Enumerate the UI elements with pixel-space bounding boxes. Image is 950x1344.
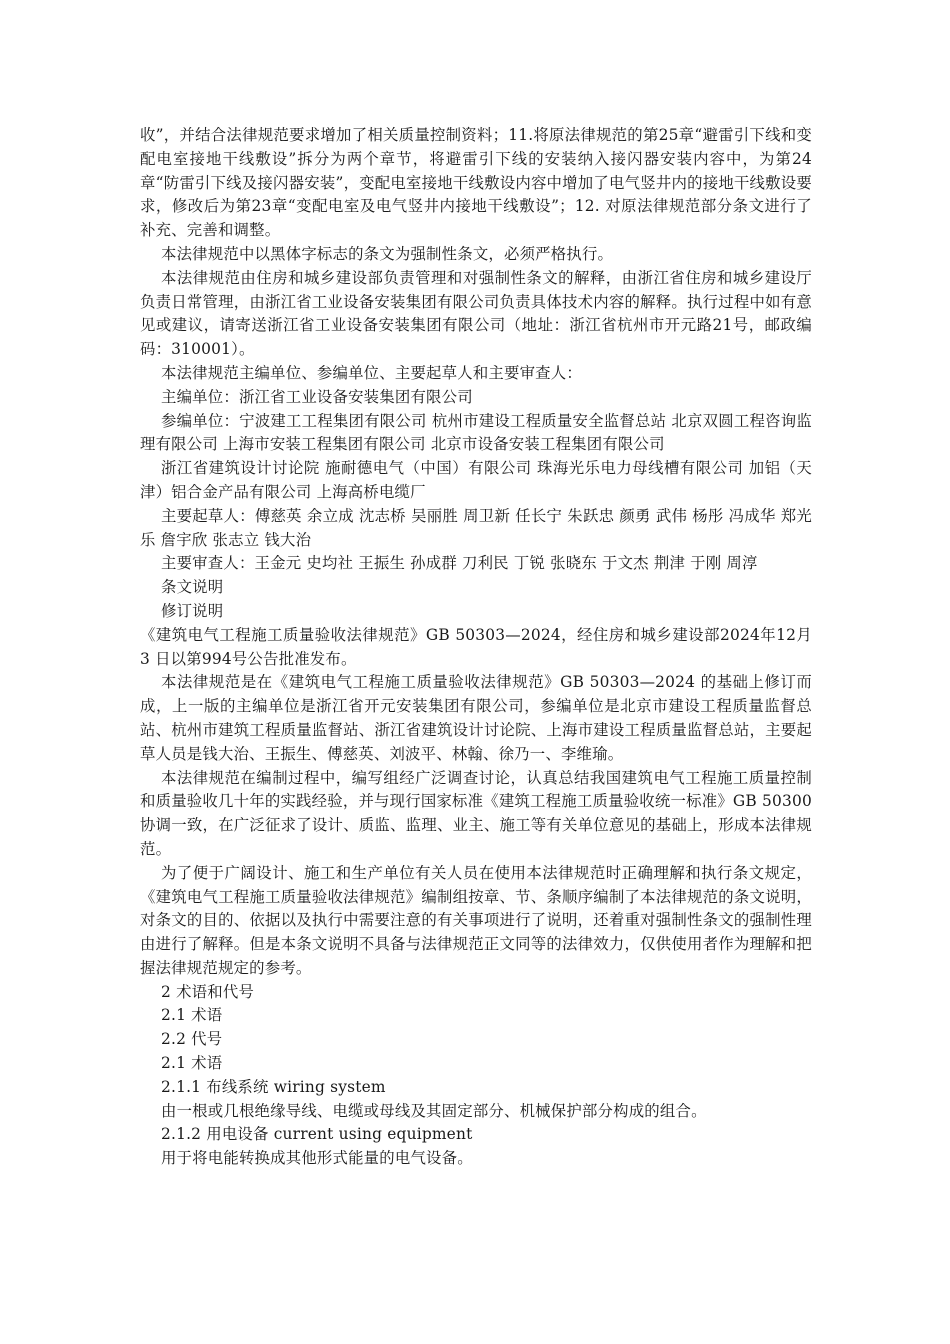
term-2-1-2-title: 2.1.2 用电设备 current using equipment [161, 1125, 473, 1144]
paragraph-participating-units: 参编单位：宁波建工工程集团有限公司 杭州市建设工程质量安全监督总站 北京双圆工程咨询监理有限公司 上海市安装工程集团有限公司 北京市设备安装工程集团有限公司 [140, 411, 812, 454]
heading-clause-explanation: 条文说明 [161, 578, 224, 597]
paragraph-main-reviewers: 主要审查人：王金元 史均社 王振生 孙成群 刀利民 丁锐 张晓东 于文杰 荆津 于刚 周淳 [161, 554, 758, 573]
paragraph-compilation-process: 本法律规范在编制过程中，编写组经广泛调查讨论，认真总结我国建筑电气工程施工质量控制和质量验收几十年的实践经验，并与现行国家标准《建筑工程施工质量验收统一标准》GB 50300协调一致，在广泛征求了设计、质监、监理、业主、施工等有关单位意见的基础上，形成本法律规范。 [140, 768, 812, 858]
paragraph-management: 本法律规范由住房和城乡建设部负责管理和对强制性条文的解释，由浙江省住房和城乡建设厅负责日常管理，由浙江省工业设备安装集团有限公司负责具体技术内容的解释。执行过程中如有意见或建议，请寄送浙江省工业设备安装集团有限公司（地址：浙江省杭州市开元路21号，邮政编码：310001）。 [140, 268, 812, 359]
paragraph-purpose: 为了便于广阔设计、施工和生产单位有关人员在使用本法律规范时正确理解和执行条文规定，《建筑电气工程施工质量验收法律规范》编制组按章、节、条顺序编制了本法律规范的条文说明，对条文的目的、依据以及执行中需要注意的有关事项进行了说明，还着重对强制性条文的强制性理由进行了解释。但是本条文说明不具备与法律规范正文同等的法律效力，仅供使用者作为理解和把握法律规范规定的参考。 [140, 863, 812, 977]
heading-section-2-1-repeat: 2.1 术语 [161, 1054, 223, 1073]
document-body [140, 124, 812, 1171]
term-2-1-1-title: 2.1.1 布线系统 wiring system [161, 1077, 386, 1096]
paragraph-mandatory-clauses: 本法律规范中以黑体字标志的条文为强制性条文，必须严格执行。 [161, 244, 614, 263]
paragraph-chief-editor: 主编单位：浙江省工业设备安装集团有限公司 [161, 387, 473, 406]
paragraph-participating-units-2: 浙江省建筑设计讨论院 施耐德电气（中国）有限公司 珠海光乐电力母线槽有限公司 加铝（天津）铝合金产品有限公司 上海高桥电缆厂 [140, 459, 812, 501]
heading-revision-notes: 修订说明 [161, 601, 224, 620]
paragraph-revision-summary: 收”，并结合法律规范要求增加了相关质量控制资料；11.将原法律规范的第25章“避雷引下线和变配电室接地干线敷设”拆分为两个章节，将避雷引下线的安装纳入接闪器安装内容中，为第24章“防雷引下线及接闪器安装”，变配电室接地干线敷设内容中增加了电气竖井内的接地干线敷设要求，修改后为第23章“变配电室及电气竖井内接地干线敷设”；12. 对原法律规范部分条文进行了补充、完善和调整。 [140, 126, 812, 240]
heading-section-2-1: 2.1 术语 [161, 1006, 223, 1025]
paragraph-main-drafters: 主要起草人：傅慈英 余立成 沈志桥 吴丽胜 周卫新 任长宁 朱跃忠 颜勇 武伟 杨彤 冯成华 郑光乐 詹宇欣 张志立 钱大治 [140, 506, 812, 549]
term-2-1-1-definition: 由一根或几根绝缘导线、电缆或母线及其固定部分、机械保护部分构成的组合。 [161, 1101, 707, 1120]
heading-chapter-2: 2 术语和代号 [161, 982, 255, 1001]
paragraph-previous-edition: 本法律规范是在《建筑电气工程施工质量验收法律规范》GB 50303—2024 的基础上修订而成，上一版的主编单位是浙江省开元安装集团有限公司，参编单位是北京市建设工程质量监督总站、杭州市建筑工程质量监督站、浙江省建筑设计讨论院、上海市建设工程质量监督总站，主要起草人员是钱大治、王振生、傅慈英、刘波平、林翰、徐乃一、李维瑜。 [140, 673, 812, 763]
heading-section-2-2: 2.2 代号 [161, 1030, 223, 1049]
paragraph-contributors-intro: 本法律规范主编单位、参编单位、主要起草人和主要审查人： [161, 363, 582, 382]
term-2-1-2-definition: 用于将电能转换成其他形式能量的电气设备。 [161, 1149, 473, 1168]
paragraph-publication: 《建筑电气工程施工质量验收法律规范》GB 50303—2024，经住房和城乡建设部2024年12月3 日以第994号公告批准发布。 [140, 625, 812, 668]
